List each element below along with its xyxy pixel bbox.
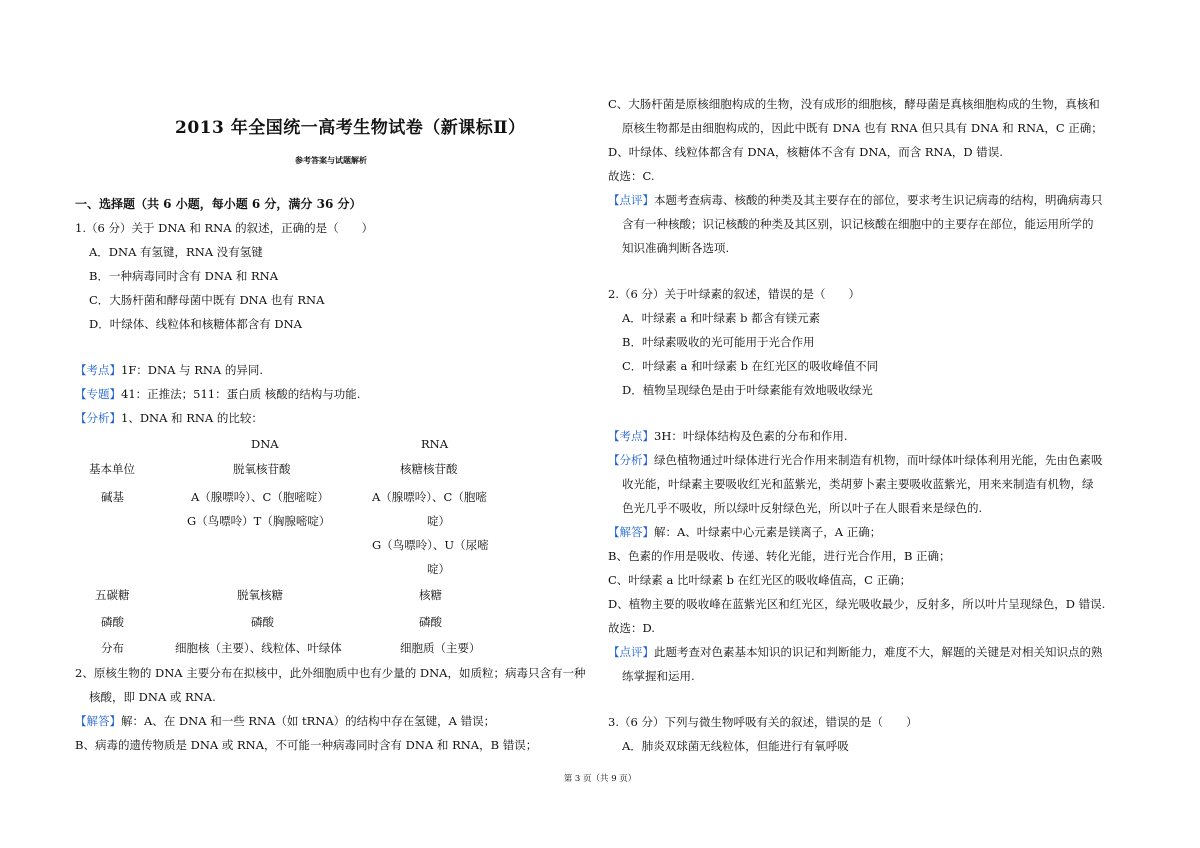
q2-answer-c: C、叶绿素 a 比叶绿素 b 在红光区的吸收峰值高，C 正确； <box>608 573 912 587</box>
table-row-label: 碱基 <box>101 490 124 504</box>
fenxi-text: 1、DNA 和 RNA 的比较： <box>121 411 263 425</box>
q1-dianping <box>608 192 1103 208</box>
q1-fenxi <box>75 410 263 426</box>
q2-option-b: B．叶绿素吸收的光可能用于光合作用 <box>622 335 815 349</box>
table-cell: 核糖核苷酸 <box>400 462 458 476</box>
q1-option-b: B．一种病毒同时含有 DNA 和 RNA <box>89 269 279 283</box>
q2-fenxi-line3: 色光几乎不吸收，所以绿叶反射绿色光，所以叶子在人眼看来是绿色的. <box>622 501 983 515</box>
table-cell: G（鸟嘌呤）T（胸腺嘧啶） <box>187 514 331 528</box>
q2-fenxi-line2: 收光能，叶绿素主要吸收红光和蓝紫光，类胡萝卜素主要吸收蓝紫光，用来来制造有机物，绿 <box>622 477 1094 491</box>
q1-dianping-line3: 知识准确判断各选项. <box>622 241 730 255</box>
table-cell: 脱氧核糖 <box>237 588 283 602</box>
q1-zhuanti <box>75 386 360 402</box>
q1-answer-d: D、叶绿体、线粒体都含有 DNA，核糖体不含有 DNA，而含 RNA，D 错误. <box>608 145 1003 159</box>
q2-dianping <box>608 644 1103 660</box>
q2-answer-b: B、色素的作用是吸收、传递、转化光能，进行光合作用，B 正确； <box>608 549 951 563</box>
q2-jieda <box>608 524 881 540</box>
q1-option-a: A．DNA 有氢键，RNA 没有氢键 <box>89 245 263 259</box>
jieda-tag: 【解答】 <box>608 525 654 539</box>
q1-option-d: D．叶绿体、线粒体和核糖体都含有 DNA <box>89 317 302 331</box>
q1-option-c: C．大肠杆菌和酵母菌中既有 DNA 也有 RNA <box>89 293 325 307</box>
dianping-text: 此题考查对色素基本知识的识记和判断能力，难度不大，解题的关键是对相关知识点的熟 <box>654 645 1103 659</box>
kaodian-text: 3H：叶绿体结构及色素的分布和作用. <box>654 429 848 443</box>
q2-guxuan: 故选：D. <box>608 621 655 635</box>
kaodian-tag: 【考点】 <box>75 363 121 377</box>
zhuanti-text: 41：正推法；511：蛋白质 核酸的结构与功能. <box>121 387 361 401</box>
table-row-label: 分布 <box>101 641 124 655</box>
page-footer: 第 3 页（共 9 页） <box>563 774 637 784</box>
table-cell: 啶） <box>427 562 450 576</box>
table-cell: G（鸟嘌呤）、U（尿嘧 <box>372 538 489 552</box>
q2-answer-d: D、植物主要的吸收峰在蓝紫光区和红光区，绿光吸收最少，反射多，所以叶片呈现绿色，D 错误. <box>608 597 1106 611</box>
q1-answer-b: B、病毒的遗传物质是 DNA 或 RNA，不可能一种病毒同时含有 DNA 和 RNA，B 错误； <box>75 738 538 752</box>
jieda-tag: 【解答】 <box>75 714 121 728</box>
table-row-label: 基本单位 <box>89 462 135 476</box>
dianping-tag: 【点评】 <box>608 193 654 207</box>
fenxi-tag: 【分析】 <box>75 411 121 425</box>
table-cell: 核糖 <box>419 588 442 602</box>
table-cell: 细胞质（主要） <box>400 641 481 655</box>
table-cell: 磷酸 <box>419 615 442 629</box>
q1-answer-c-line1: C、大肠杆菌是原核细胞构成的生物，没有成形的细胞核，酵母菌是真核细胞构成的生物，真核和 <box>608 97 1100 111</box>
q3-option-a: A．肺炎双球菌无线粒体，但能进行有氧呼吸 <box>622 739 849 753</box>
table-header-dna: DNA <box>251 437 279 451</box>
table-header-rna: RNA <box>421 437 449 451</box>
dianping-text: 本题考查病毒、核酸的种类及其主要存在的部位，要求考生识记病毒的结构，明确病毒只 <box>654 193 1103 207</box>
jieda-text: 解：A、叶绿素中心元素是镁离子，A 正确； <box>654 525 882 539</box>
page-subtitle: 参考答案与试题解析 <box>295 155 367 165</box>
fenxi-text: 绿色植物通过叶绿体进行光合作用来制造有机物，而叶绿体叶绿体利用光能，先由色素吸 <box>654 453 1103 467</box>
table-cell: 磷酸 <box>251 615 274 629</box>
q2-fenxi <box>608 452 1103 468</box>
table-cell: 细胞核（主要）、线粒体、叶绿体 <box>175 641 342 655</box>
q1-kaodian <box>75 362 263 378</box>
q2-option-d: D．植物呈现绿色是由于叶绿素能有效地吸收绿光 <box>622 383 873 397</box>
q1-answer-c-line2: 原核生物都是由细胞构成的，因此中既有 DNA 也有 RNA 但只具有 DNA 和 RNA，C 正确； <box>622 121 1103 135</box>
q2-dianping-line2: 练掌握和运用. <box>622 669 695 683</box>
q1-point2-line1: 2、原核生物的 DNA 主要分布在拟核中，此外细胞质中也有少量的 DNA，如质粒；病毒只含有一种 <box>75 666 586 680</box>
table-row-label: 磷酸 <box>101 615 124 629</box>
section-heading: 一、选择题（共 6 小题，每小题 6 分，满分 36 分） <box>75 197 362 211</box>
table-cell: 脱氧核苷酸 <box>233 462 291 476</box>
dianping-tag: 【点评】 <box>608 645 654 659</box>
table-row-label: 五碳糖 <box>95 588 130 602</box>
q2-option-c: C．叶绿素 a 和叶绿素 b 在红光区的吸收峰值不同 <box>622 359 879 373</box>
q3-stem: 3.（6 分）下列与微生物呼吸有关的叙述，错误的是（ ） <box>608 715 918 729</box>
table-cell: A（腺嘌呤）、C（胞嘧 <box>372 490 487 504</box>
jieda-text: 解：A、在 DNA 和一些 RNA（如 tRNA）的结构中存在氢键，A 错误； <box>121 714 496 728</box>
q1-point2-line2: 核酸，即 DNA 或 RNA. <box>89 690 216 704</box>
kaodian-tag: 【考点】 <box>608 429 654 443</box>
q1-stem: 1.（6 分）关于 DNA 和 RNA 的叙述，正确的是（ ） <box>75 221 374 235</box>
kaodian-text: 1F：DNA 与 RNA 的异同. <box>121 363 264 377</box>
q1-dianping-line2: 含有一种核酸；识记核酸的种类及其区别，识记核酸在细胞中的主要存在部位，能运用所学的 <box>622 217 1094 231</box>
table-cell: 啶） <box>427 514 450 528</box>
q1-guxuan: 故选：C. <box>608 169 655 183</box>
q2-kaodian <box>608 428 848 444</box>
q2-option-a: A．叶绿素 a 和叶绿素 b 都含有镁元素 <box>622 311 821 325</box>
table-cell: A（腺嘌呤）、C（胞嘧啶） <box>191 490 329 504</box>
q2-stem: 2.（6 分）关于叶绿素的叙述，错误的是（ ） <box>608 287 860 301</box>
page-title: 2013 年全国统一高考生物试卷（新课标Ⅱ） <box>175 118 526 138</box>
zhuanti-tag: 【专题】 <box>75 387 121 401</box>
q1-jieda <box>75 713 495 729</box>
fenxi-tag: 【分析】 <box>608 453 654 467</box>
